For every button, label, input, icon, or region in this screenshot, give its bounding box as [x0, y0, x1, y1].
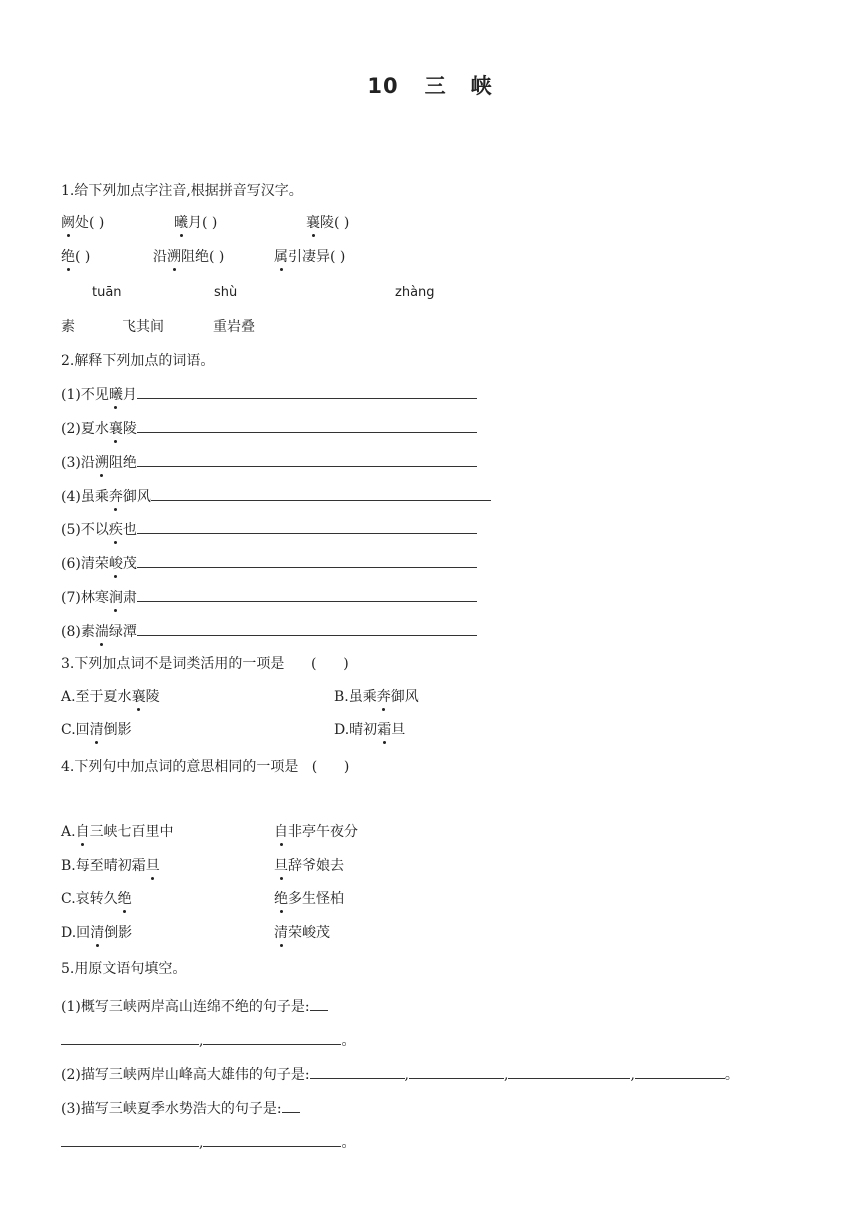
q5-item-1: (1)概写三峡两岸高山连绵不绝的句子是: [61, 996, 328, 1016]
q1-write-item: 飞其间 [122, 319, 164, 335]
q1-item: 襄陵( ) [306, 215, 350, 231]
q1-item: 属引凄异( ) [274, 249, 346, 265]
pinyin-2: shù [214, 285, 238, 300]
q3-option-a[interactable]: A.至于夏水襄陵 [61, 689, 160, 705]
answer-blank[interactable] [137, 587, 477, 602]
q2-item: (7)林寒涧肃 [61, 587, 477, 607]
q2-item: (1)不见曦月 [61, 384, 477, 404]
answer-blank[interactable] [508, 1064, 630, 1079]
answer-blank[interactable] [310, 1064, 405, 1079]
q4-option-d-compare: 清荣峻茂 [274, 925, 330, 941]
q1-heading: 1.给下列加点字注音,根据拼音写汉字。 [61, 183, 303, 199]
q5-item-2: (2)描写三峡两岸山峰高大雄伟的句子是: , , , 。 [61, 1064, 739, 1084]
q1-write-item: 重岩叠 [213, 319, 255, 335]
q4-option-c-compare: 绝多生怪柏 [274, 891, 344, 907]
q2-item: (5)不以疾也 [61, 519, 477, 539]
answer-blank[interactable] [151, 486, 491, 501]
q4-heading: 4.下列句中加点词的意思相同的一项是 ( ) [61, 759, 350, 775]
answer-blank[interactable] [137, 418, 477, 433]
title-char-2: 峡 [470, 74, 493, 98]
answer-blank[interactable] [282, 1098, 300, 1113]
answer-blank[interactable] [409, 1064, 504, 1079]
q2-item: (6)清荣峻茂 [61, 553, 477, 573]
q3-heading: 3.下列加点词不是词类活用的一项是 ( ) [61, 656, 349, 672]
q2-item: (2)夏水襄陵 [61, 418, 477, 438]
q4-option-a[interactable]: A.自三峡七百里中 [61, 824, 174, 840]
q1-item: 绝( ) [61, 249, 91, 265]
q3-option-b[interactable]: B.虽乘奔御风 [334, 689, 419, 705]
title-char-1: 三 [424, 74, 447, 98]
q1-item: 沿溯阻绝( ) [153, 249, 225, 265]
q4-option-b-compare: 旦辞爷娘去 [274, 858, 344, 874]
answer-blank[interactable] [137, 621, 477, 636]
q4-option-a-compare: 自非亭午夜分 [274, 824, 358, 840]
q2-heading: 2.解释下列加点的词语。 [61, 353, 215, 369]
q5-item-3-answer: , 。 [61, 1132, 355, 1152]
q3-option-d[interactable]: D.晴初霜旦 [334, 722, 406, 738]
pinyin-3: zhàng [395, 285, 435, 300]
answer-blank[interactable] [137, 519, 477, 534]
answer-blank[interactable] [137, 553, 477, 568]
lesson-number: 10 [367, 74, 399, 98]
q2-item: (8)素湍绿潭 [61, 621, 477, 641]
q4-option-b[interactable]: B.每至晴初霜旦 [61, 858, 160, 874]
answer-blank[interactable] [137, 452, 477, 467]
pinyin-1: tuān [92, 285, 122, 300]
q1-item: 阙处( ) [61, 215, 105, 231]
q1-write-item: 素 [61, 319, 75, 335]
q5-heading: 5.用原文语句填空。 [61, 961, 187, 977]
q5-item-3: (3)描写三峡夏季水势浩大的句子是: [61, 1098, 300, 1118]
q5-item-1-answer: , 。 [61, 1030, 355, 1050]
q2-item: (4)虽乘奔御风 [61, 486, 491, 506]
answer-blank[interactable] [310, 996, 328, 1011]
page-title [0, 70, 860, 100]
q3-option-c[interactable]: C.回清倒影 [61, 722, 132, 738]
answer-blank[interactable] [137, 384, 477, 399]
answer-blank[interactable] [61, 1132, 199, 1147]
q4-option-c[interactable]: C.哀转久绝 [61, 891, 132, 907]
answer-blank[interactable] [635, 1064, 725, 1079]
q4-option-d[interactable]: D.回清倒影 [61, 925, 133, 941]
answer-blank[interactable] [203, 1132, 341, 1147]
q1-item: 曦月( ) [174, 215, 218, 231]
answer-blank[interactable] [61, 1030, 199, 1045]
q2-item: (3)沿溯阻绝 [61, 452, 477, 472]
answer-blank[interactable] [203, 1030, 341, 1045]
